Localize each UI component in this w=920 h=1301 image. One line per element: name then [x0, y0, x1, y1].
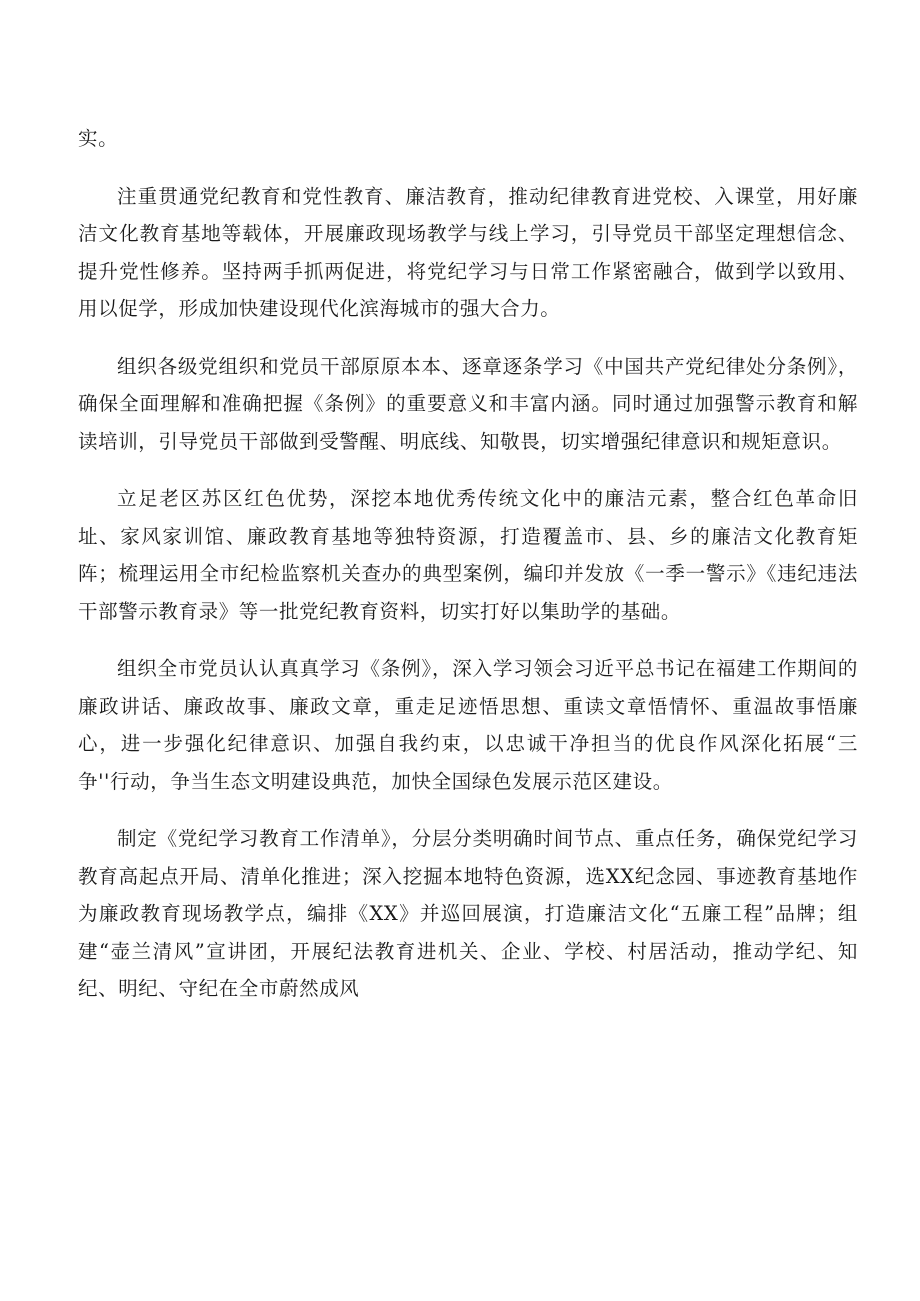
paragraph-continuation: 实。: [78, 127, 119, 150]
paragraph-red-resources: 立足老区苏区红色优势，深挖本地优秀传统文化中的廉洁元素，整合红色革命旧址、家风家训馆、廉政教育基地等独特资源，打造覆盖市、县、乡的廉洁文化教育矩阵；梳理运用全市纪检监察机关查办的典型案例，编印并发放《一季一警示》《违纪违法干部警示教育录》等一批党纪教育资料，切实打好以集助学的基础。: [78, 487, 858, 623]
paragraph-study-regulations: 组织各级党组织和党员干部原原本本、逐章逐条学习《中国共产党纪律处分条例》，确保全面理解和准确把握《条例》的重要意义和丰富内涵。同时通过加强警示教育和解读培训，引导党员干部做到受警醒、明底线、知敬畏，切实增强纪律意识和规矩意识。: [78, 354, 858, 453]
paragraph-party-discipline-education: 注重贯通党纪教育和党性教育、廉洁教育，推动纪律教育进党校、入课堂，用好廉洁文化教育基地等载体，开展廉政现场教学与线上学习，引导党员干部坚定理想信念、提升党性修养。坚持两手抓两促进，将党纪学习与日常工作紧密融合，做到学以致用、用以促学，形成加快建设现代化滨海城市的强大合力。: [78, 184, 858, 320]
paragraph-city-party-members-study: 组织全市党员认认真真学习《条例》，深入学习领会习近平总书记在福建工作期间的廉政讲话、廉政故事、廉政文章，重走足迹悟思想、重读文章悟情怀、重温故事悟廉心，进一步强化纪律意识、加强自我约束，以忠诚干净担当的优良作风深化拓展“三争''行动，争当生态文明建设典范，加快全国绿色发展示范区建设。: [78, 657, 858, 793]
paragraph-work-checklist: 制定《党纪学习教育工作清单》，分层分类明确时间节点、重点任务，确保党纪学习教育高起点开局、清单化推进；深入挖掘本地特色资源，选XX纪念园、事迹教育基地作为廉政教育现场教学点，编排《XX》并巡回展演，打造廉洁文化“五廉工程”品牌；组建“壶兰清风”宣讲团，开展纪法教育进机关、企业、学校、村居活动，推动学纪、知纪、明纪、守纪在全市蔚然成风: [78, 827, 858, 1000]
